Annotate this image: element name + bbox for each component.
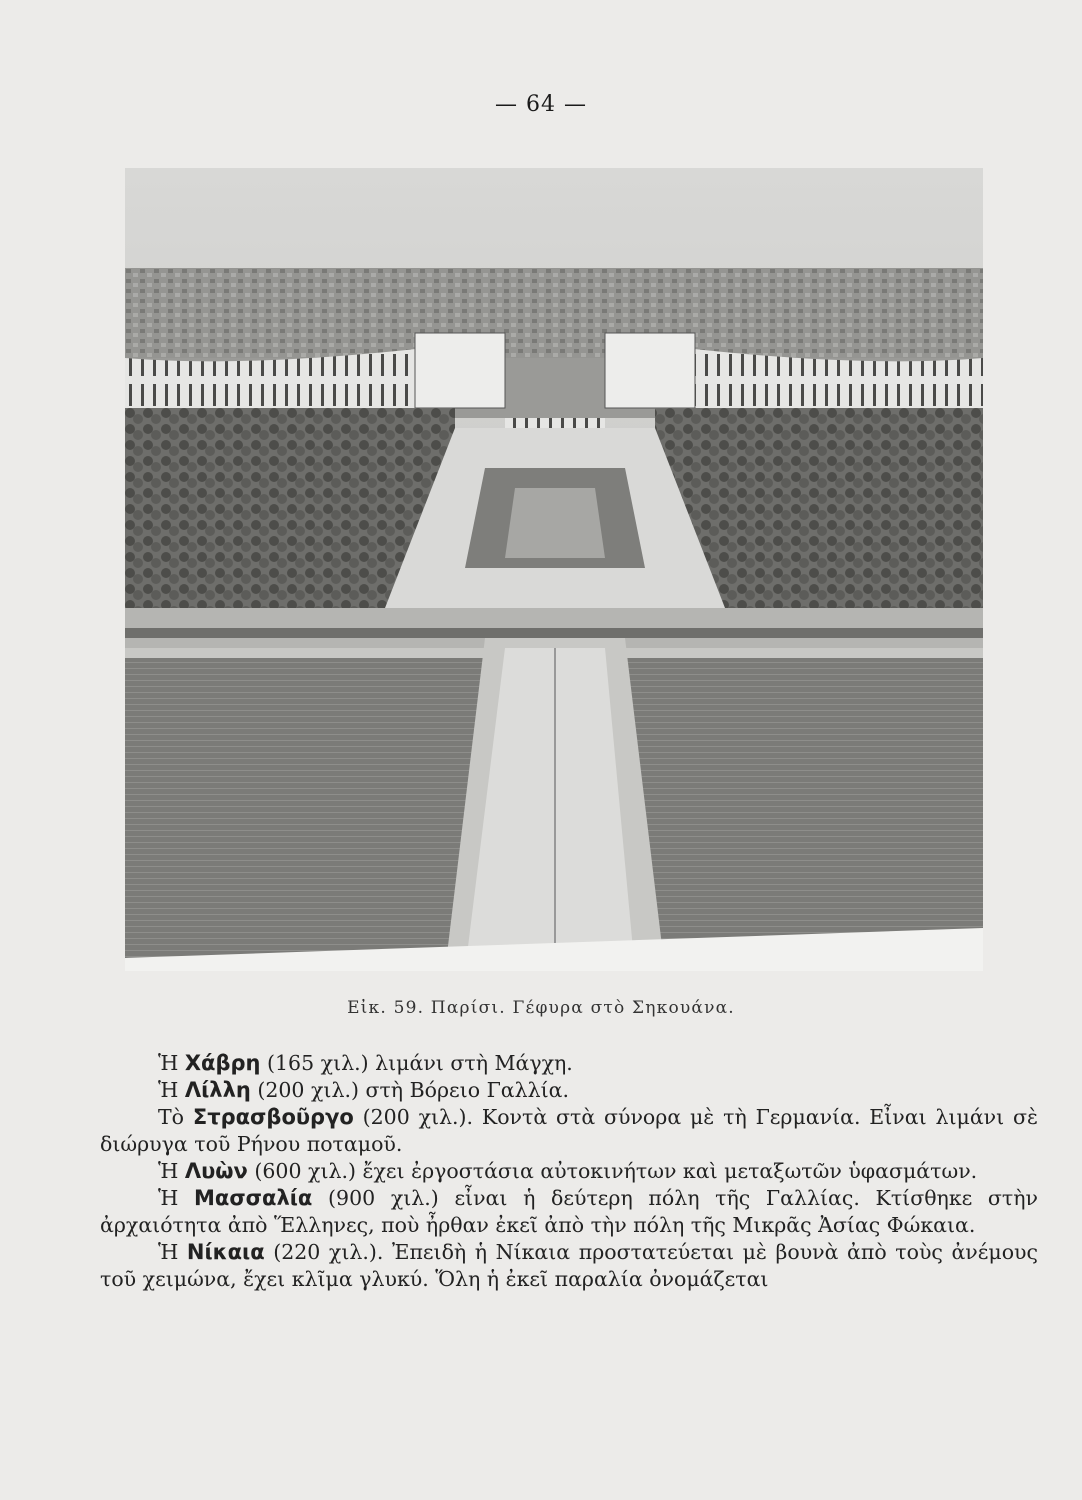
- city-name: Στρασβοῦργο: [192, 1105, 354, 1129]
- paragraph-prefix: Ἡ: [158, 1186, 194, 1210]
- paragraph-prefix: Ἡ: [158, 1051, 185, 1075]
- body-text: [100, 1050, 1038, 1293]
- paragraph-havre: [100, 1050, 1038, 1077]
- city-name: Λυὼν: [184, 1159, 248, 1183]
- paragraph-text: (600 χιλ.) ἔχει ἐργοστάσια αὐτοκινήτων καὶ μεταξωτῶν ὑφασμάτων.: [247, 1159, 978, 1183]
- paragraph-text: (200 χιλ.). Κοντὰ στὰ σύνορα μὲ τὴ Γερμανία. Εἶναι λιμάνι σὲ διώρυγα τοῦ Ρήνου ποταμοῦ.: [100, 1105, 1038, 1156]
- paragraph-prefix: Ἡ: [158, 1240, 187, 1264]
- paragraph-marseille: [100, 1185, 1038, 1239]
- paragraph-text: (220 χιλ.). Ἐπειδὴ ἡ Νίκαια προστατεύεται μὲ βουνὰ ἀπὸ τοὺς ἀνέμους τοῦ χειμώνα, ἔχει κλῖμα γλυκύ. Ὅλη ἡ ἐκεῖ παραλία ὀνομάζεται: [100, 1240, 1038, 1291]
- city-name: Μασσαλία: [194, 1186, 313, 1210]
- paragraph-prefix: Τὸ: [158, 1105, 193, 1129]
- paragraph-text: (165 χιλ.) λιμάνι στὴ Μάγχη.: [260, 1051, 573, 1075]
- paragraph-text: (200 χιλ.) στὴ Βόρειο Γαλλία.: [250, 1078, 570, 1102]
- paragraph-nice: [100, 1239, 1038, 1293]
- paragraph-strasbourg: [100, 1104, 1038, 1158]
- page-number: — 64 —: [495, 92, 587, 117]
- paragraph-lille: [100, 1077, 1038, 1104]
- paragraph-lyon: [100, 1158, 1038, 1185]
- photograph-paris-seine-bridge: [125, 168, 983, 971]
- paragraph-prefix: Ἡ: [158, 1159, 185, 1183]
- city-name: Χάβρη: [184, 1051, 261, 1075]
- figure-caption: Εἰκ. 59. Παρίσι. Γέφυρα στὸ Σηκουάνα.: [347, 998, 735, 1018]
- city-name: Λίλλη: [184, 1078, 251, 1102]
- paragraph-prefix: Ἡ: [158, 1078, 185, 1102]
- paragraph-text: (900 χιλ.) εἶναι ἡ δεύτερη πόλη τῆς Γαλλίας. Κτίσθηκε στὴν ἀρχαιότητα ἀπὸ Ἕλληνες, ποὺ ἦρθαν ἐκεῖ ἀπὸ τὴν πόλη τῆς Μικρᾶς Ἀσίας Φώκαια.: [100, 1186, 1038, 1237]
- photo-illustration: [125, 168, 983, 971]
- city-name: Νίκαια: [186, 1240, 265, 1264]
